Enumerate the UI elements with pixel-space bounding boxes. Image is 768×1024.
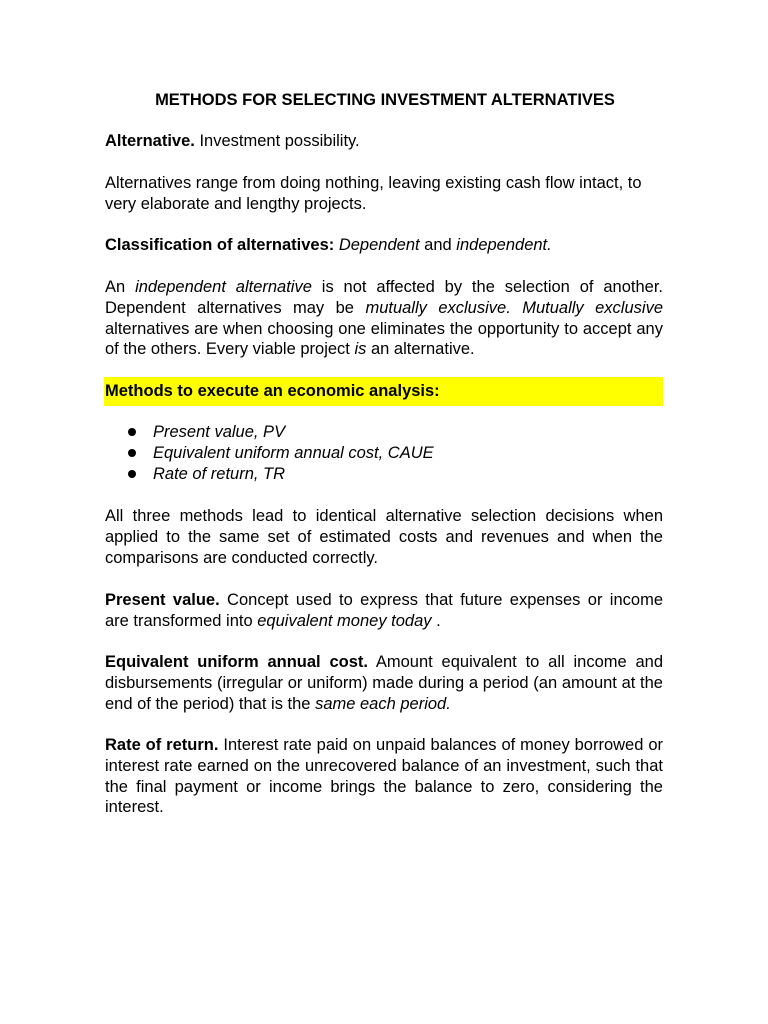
annual-cost-emphasis: same each period. bbox=[315, 694, 451, 713]
list-item bbox=[128, 422, 434, 443]
rate-of-return-term: Rate of return. bbox=[105, 736, 219, 754]
document-title: METHODS FOR SELECTING INVESTMENT ALTERNATIVES bbox=[155, 91, 615, 109]
alternative-text: Investment possibility. bbox=[194, 132, 360, 150]
classification-and: and bbox=[419, 236, 457, 254]
independent-text-3: is not affected by the selection of another. Dependent alternatives may be bbox=[105, 278, 663, 317]
independent-text-7: an alternative. bbox=[366, 340, 475, 359]
rate-of-return-paragraph bbox=[105, 735, 663, 818]
identical-paragraph: All three methods lead to identical alternative selection decisions when applied to the same set of estimated costs and revenues and when the comparisons are conducted correctly. bbox=[105, 507, 663, 567]
present-value-paragraph bbox=[105, 590, 663, 632]
annual-cost-term: Equivalent uniform annual cost. bbox=[105, 653, 368, 671]
methods-list bbox=[128, 422, 434, 484]
independent-paragraph bbox=[105, 277, 663, 360]
independent-text-6: is bbox=[354, 340, 367, 359]
classification-independent: independent. bbox=[456, 236, 552, 254]
alternative-term: Alternative. bbox=[105, 132, 195, 150]
bullet-icon bbox=[128, 428, 136, 436]
annual-cost-text: Amount equivalent to all income and disbursements (irregular or uniform) made during a period (an amount at the end of the period) that is the bbox=[105, 653, 664, 713]
bullet-icon bbox=[128, 470, 136, 478]
independent-text-5: alternatives are when choosing one eliminates the opportunity to accept any of the others. Every viable project bbox=[105, 319, 663, 359]
method-label: Present value, PV bbox=[153, 423, 286, 441]
present-value-end: . bbox=[431, 611, 441, 630]
methods-heading: Methods to execute an economic analysis: bbox=[105, 382, 440, 400]
range-paragraph: Alternatives range from doing nothing, leaving existing cash flow intact, to very elaborate and lengthy projects. bbox=[105, 174, 642, 213]
annual-cost-paragraph bbox=[105, 652, 663, 714]
present-value-emphasis: equivalent money today bbox=[257, 611, 432, 630]
independent-text-4: mutually exclusive. Mutually exclusive bbox=[365, 298, 663, 317]
present-value-term: Present value. bbox=[105, 591, 220, 609]
independent-text-1: An bbox=[105, 278, 136, 296]
method-label: Equivalent uniform annual cost, CAUE bbox=[153, 443, 434, 462]
classification-label: Classification of alternatives: bbox=[105, 236, 335, 254]
classification-paragraph bbox=[105, 235, 663, 256]
independent-text-2: independent alternative bbox=[135, 278, 312, 296]
present-value-text: Concept used to express that future expenses or income are transformed into bbox=[105, 591, 663, 630]
classification-dependent: Dependent bbox=[338, 236, 420, 254]
alternative-definition bbox=[105, 131, 663, 152]
list-item bbox=[128, 443, 434, 464]
list-item bbox=[128, 464, 434, 485]
rate-of-return-text: Interest rate paid on unpaid balances of money borrowed or interest rate earned on the unrecovered balance of an investment, such that the final payment or income brings the balance to zero, considering the interest. bbox=[105, 736, 663, 817]
bullet-icon bbox=[128, 449, 136, 457]
method-label: Rate of return, TR bbox=[153, 464, 286, 483]
